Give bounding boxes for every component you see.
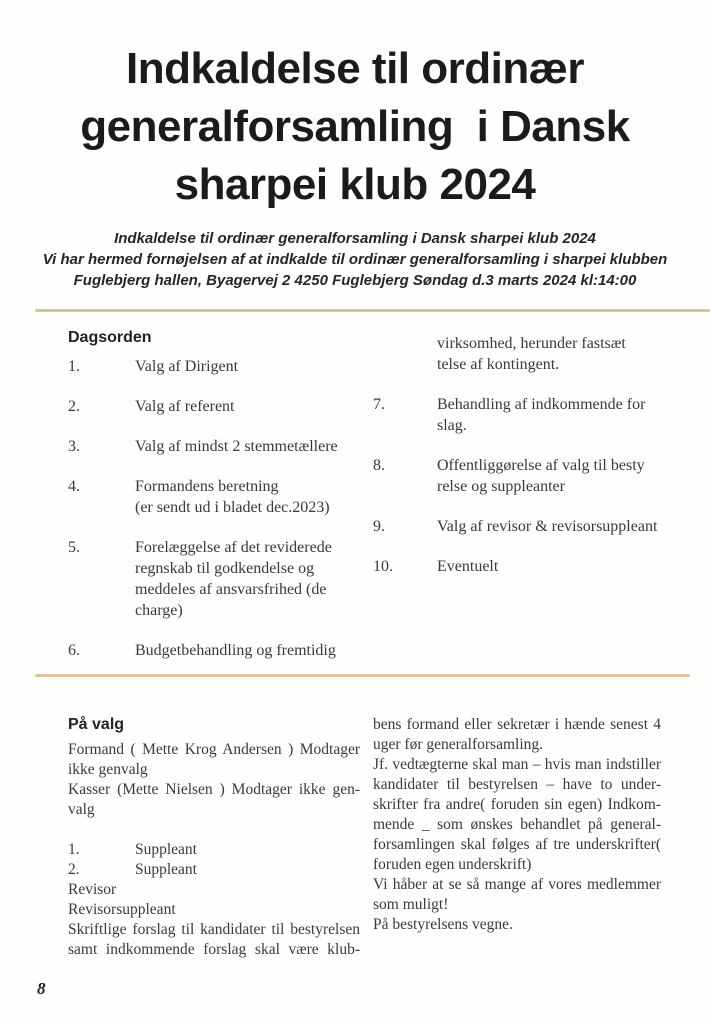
- election-text-line: forsamlingen skal følges af tre underskrifter(: [373, 836, 661, 853]
- election-text-line: uger før generalforsamling.: [373, 736, 544, 753]
- agenda-line: relse og suppleanter: [437, 478, 565, 495]
- agenda-item-6: [68, 640, 373, 661]
- election-section: [0, 677, 710, 960]
- agenda-line: Behandling af indkommende for: [437, 396, 646, 413]
- page-title-line: Indkaldelse til ordinær: [126, 44, 584, 93]
- election-text-line: Vi håber at se så mange af vores medlemmer: [373, 876, 661, 893]
- election-closing-line: samt indkommende forslag skal være klub-: [68, 941, 360, 958]
- agenda-item-number: [373, 333, 437, 375]
- election-paragraph-line: Kasser (Mette Nielsen ) Modtager ikke gen-: [68, 781, 360, 798]
- agenda-item-text: [135, 356, 238, 377]
- election-right-column: [373, 715, 661, 960]
- election-text-line: bens formand eller sekretær i hænde senest 4: [373, 716, 661, 733]
- position-number: 1.: [68, 841, 80, 858]
- election-closing-line: Skriftlige forslag til kandidater til bestyrelsen: [68, 921, 360, 938]
- agenda-item-10: [373, 556, 657, 577]
- agenda-line: Eventuelt: [437, 558, 499, 575]
- agenda-item-number: 1.: [68, 358, 80, 375]
- agenda-item-text: [437, 516, 657, 537]
- invitation-subtitle: [0, 228, 710, 291]
- agenda-item-text: [135, 396, 235, 417]
- agenda-item-text: [135, 537, 332, 621]
- agenda-item-number: 6.: [68, 642, 80, 659]
- agenda-item-number: 8.: [373, 457, 385, 474]
- agenda-line: meddeles af ansvarsfrihed (de: [135, 581, 327, 598]
- election-text-line: mende _ som ønskes behandlet på general-: [373, 816, 661, 833]
- agenda-line: Valg af revisor & revisorsuppleant: [437, 518, 658, 535]
- agenda-item-number: 2.: [68, 398, 80, 415]
- agenda-line: (er sendt ud i bladet dec.2023): [135, 499, 330, 516]
- agenda-line: regnskab til godkendelse og: [135, 560, 315, 577]
- agenda-item-number: 3.: [68, 438, 80, 455]
- agenda-line: Valg af mindst 2 stemmetællere: [135, 438, 338, 455]
- role-label: Revisor: [68, 881, 117, 898]
- agenda-item-5: [68, 537, 373, 621]
- agenda-item-1: [68, 356, 373, 377]
- agenda-item-9: [373, 516, 657, 537]
- agenda-line: Budgetbehandling og fremtidig: [135, 642, 336, 659]
- page-title-line: sharpei klub 2024: [174, 160, 536, 209]
- election-left-column: [68, 715, 373, 960]
- agenda-right-column: [373, 328, 657, 661]
- subtitle-line: Fuglebjerg hallen, Byagervej 2 4250 Fuglebjerg Søndag d.3 marts 2024 kl:14:00: [73, 272, 637, 289]
- agenda-item-text: [437, 556, 498, 577]
- subtitle-line: Indkaldelse til ordinær generalforsamling i Dansk sharpei klub 2024: [114, 230, 596, 247]
- agenda-item-2: [68, 396, 373, 417]
- agenda-item-text: [135, 640, 336, 661]
- agenda-item-number: 5.: [68, 539, 80, 556]
- agenda-item-text: [437, 455, 645, 497]
- position-number: 2.: [68, 861, 80, 878]
- position-label: Suppleant: [135, 841, 197, 858]
- position-label: Suppleant: [135, 861, 197, 878]
- agenda-heading: Dagsorden: [68, 329, 152, 346]
- agenda-item-text: [437, 333, 626, 375]
- election-text-line: På bestyrelsens vegne.: [373, 916, 513, 933]
- agenda-line: Formandens beretning: [135, 478, 279, 495]
- role-label: Revisorsuppleant: [68, 901, 176, 918]
- election-paragraph-line: Formand ( Mette Krog Andersen ) Modtager: [68, 741, 360, 758]
- agenda-item-number: 7.: [373, 396, 385, 413]
- election-heading: På valg: [68, 716, 125, 733]
- agenda-item-7: [373, 394, 657, 436]
- election-text-line: skrifter fra andre( foruden sin egen) Indkom-: [373, 796, 661, 813]
- agenda-item-text: [135, 476, 330, 518]
- agenda-item-3: [68, 436, 373, 457]
- agenda-line: Valg af referent: [135, 398, 235, 415]
- election-paragraph-line: valg: [68, 801, 95, 818]
- agenda-section: [0, 312, 710, 661]
- election-text-line: foruden egen underskrift): [373, 856, 532, 873]
- agenda-item-number: 4.: [68, 478, 80, 495]
- agenda-item-8: [373, 455, 657, 497]
- agenda-item-4: [68, 476, 373, 518]
- list-item: [68, 840, 360, 860]
- election-text-line: kandidater til bestyrelsen – have to under-: [373, 776, 661, 793]
- agenda-line: virksomhed, herunder fastsæt: [437, 335, 626, 352]
- agenda-line: charge): [135, 602, 183, 619]
- agenda-line: telse af kontingent.: [437, 356, 560, 373]
- agenda-line: Valg af Dirigent: [135, 358, 239, 375]
- agenda-item-number: 10.: [373, 558, 393, 575]
- page-title: [0, 40, 710, 214]
- page-number: 8: [37, 979, 46, 998]
- agenda-line: Forelæggelse af det reviderede: [135, 539, 332, 556]
- agenda-item-6-continuation: [373, 333, 657, 375]
- election-text-line: som muligt!: [373, 896, 449, 913]
- election-paragraph-line: ikke genvalg: [68, 761, 148, 778]
- election-text-line: Jf. vedtægterne skal man – hvis man indstiller: [373, 756, 661, 773]
- page-title-line: generalforsamling i Dansk: [80, 102, 630, 151]
- agenda-left-column: [68, 328, 373, 661]
- subtitle-line: Vi har hermed fornøjelsen af at indkalde til ordinær generalforsamling i sharpei klubben: [42, 251, 668, 268]
- agenda-line: Offentliggørelse af valg til besty: [437, 457, 645, 474]
- agenda-item-number: 9.: [373, 518, 385, 535]
- agenda-line: slag.: [437, 417, 467, 434]
- list-item: [68, 860, 360, 880]
- agenda-item-text: [135, 436, 338, 457]
- agenda-item-text: [437, 394, 645, 436]
- election-positions-list: [68, 840, 360, 960]
